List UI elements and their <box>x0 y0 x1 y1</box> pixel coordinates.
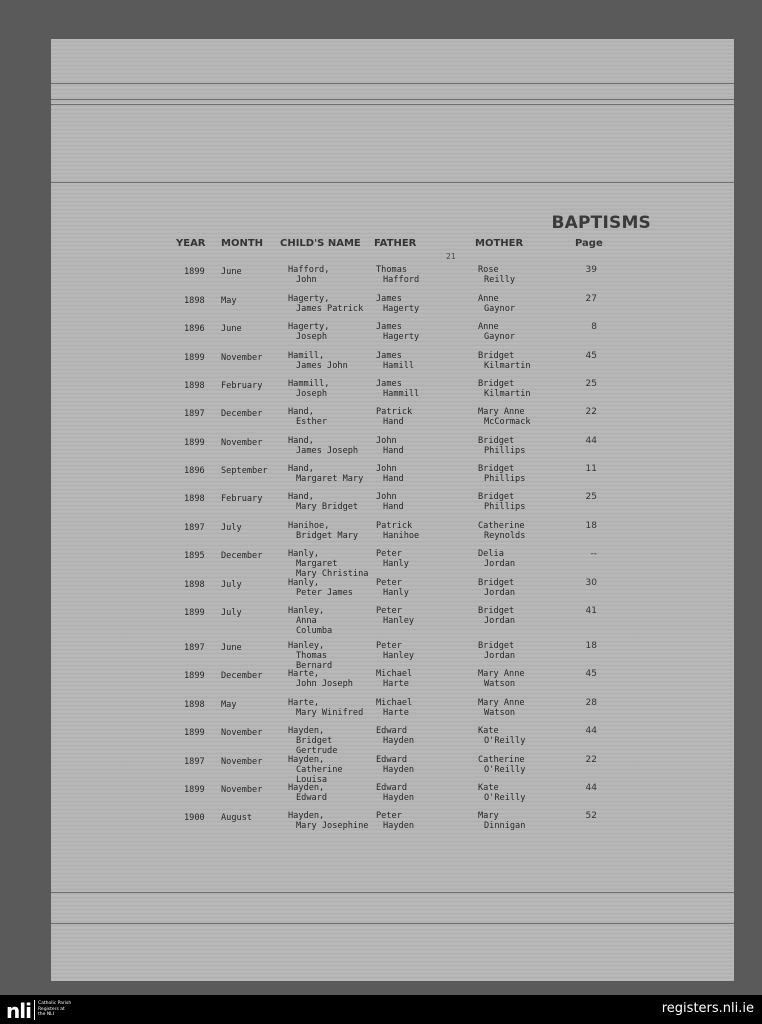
entry-year: 1896 <box>184 466 205 476</box>
baptism-entry <box>51 322 734 348</box>
entry-month: May <box>221 296 237 306</box>
entry-mother: Phillips <box>484 446 526 456</box>
entry-year: 1897 <box>184 523 205 533</box>
entry-month: June <box>221 267 242 277</box>
entry-page: 22 <box>585 407 597 417</box>
baptism-entry <box>51 783 734 809</box>
entry-father: Edward <box>376 726 408 736</box>
entry-year: 1897 <box>184 643 205 653</box>
entry-year: 1899 <box>184 353 205 363</box>
entry-mother: O'Reilly <box>484 793 526 803</box>
entry-mother: Phillips <box>484 502 526 512</box>
baptism-entry <box>51 641 734 671</box>
entry-page: 27 <box>585 294 597 304</box>
entry-father: Hanley <box>383 651 415 661</box>
entry-mother: Jordan <box>484 559 516 569</box>
entry-child-name: Thomas <box>296 651 328 661</box>
entry-mother: Anne <box>478 322 499 332</box>
column-header-year: YEAR <box>176 238 206 249</box>
baptism-entry <box>51 379 734 405</box>
nli-logo[interactable]: nli <box>6 999 31 1023</box>
entry-mother: Bridget <box>478 606 515 616</box>
page-heading: BAPTISMS <box>551 213 651 233</box>
entry-father: Hand <box>383 502 404 512</box>
entry-child-name: Hand, <box>288 407 314 417</box>
entry-child-name: Bernard <box>296 661 333 671</box>
entry-month: May <box>221 700 237 710</box>
baptism-entry <box>51 726 734 756</box>
entry-mother: Mary Anne <box>478 407 525 417</box>
entry-father: Hagerty <box>383 332 420 342</box>
entry-child-name: Hand, <box>288 492 314 502</box>
ruled-line <box>51 104 734 105</box>
baptism-entry <box>51 698 734 724</box>
entry-mother: Jordan <box>484 651 516 661</box>
ruled-line <box>51 923 734 924</box>
entry-year: 1898 <box>184 296 205 306</box>
entry-child-name: Hanihoe, <box>288 521 330 531</box>
entry-mother: Kate <box>478 726 499 736</box>
ruled-line <box>51 99 734 100</box>
entry-child-name: Esther <box>296 417 328 427</box>
entry-month: February <box>221 494 263 504</box>
entry-mother: Mary <box>478 811 499 821</box>
ruled-line <box>51 892 734 893</box>
entry-child-name: John Joseph <box>296 679 353 689</box>
entry-mother: O'Reilly <box>484 765 526 775</box>
entry-year: 1898 <box>184 700 205 710</box>
entry-father: Hafford <box>383 275 420 285</box>
entry-mother: Watson <box>484 679 516 689</box>
entry-page: 18 <box>585 521 597 531</box>
entry-page: 44 <box>585 436 597 446</box>
baptism-entry <box>51 436 734 462</box>
entry-month: December <box>221 551 263 561</box>
entry-father: Hand <box>383 474 404 484</box>
entry-father: Edward <box>376 783 408 793</box>
entry-child-name: Hayden, <box>288 755 325 765</box>
entry-page: 45 <box>585 351 597 361</box>
entry-father: Hanley <box>383 616 415 626</box>
baptism-entry <box>51 351 734 377</box>
column-header-child: CHILD'S NAME <box>280 238 361 249</box>
baptism-entry <box>51 669 734 695</box>
entry-month: July <box>221 608 242 618</box>
entry-mother: Anne <box>478 294 499 304</box>
logo-divider <box>34 1000 35 1020</box>
entry-father: Michael <box>376 669 413 679</box>
baptism-entry <box>51 265 734 291</box>
entry-father: James <box>376 379 402 389</box>
entry-mother: Catherine <box>478 521 525 531</box>
entry-father: Hanihoe <box>383 531 420 541</box>
entry-child-name: Hand, <box>288 464 314 474</box>
entry-mother: Jordan <box>484 616 516 626</box>
entry-mother: Bridget <box>478 351 515 361</box>
entry-month: June <box>221 324 242 334</box>
entry-year: 1898 <box>184 494 205 504</box>
entry-child-name: James Patrick <box>296 304 364 314</box>
entry-child-name: Hayden, <box>288 783 325 793</box>
entry-mother: Rose <box>478 265 499 275</box>
entry-year: 1895 <box>184 551 205 561</box>
entry-father: Hayden <box>383 736 415 746</box>
entry-child-name: Margaret Mary <box>296 474 364 484</box>
entry-child-name: Hammill, <box>288 379 330 389</box>
entry-mother: O'Reilly <box>484 736 526 746</box>
entry-page: 44 <box>585 783 597 793</box>
entry-father: James <box>376 351 402 361</box>
baptism-entry <box>51 521 734 547</box>
entry-year: 1897 <box>184 757 205 767</box>
entry-mother: Reilly <box>484 275 516 285</box>
column-header-month: MONTH <box>221 238 264 249</box>
entry-father: Hamill <box>383 361 415 371</box>
entry-child-name: Hayden, <box>288 811 325 821</box>
entry-child-name: Louisa <box>296 775 328 785</box>
entry-month: December <box>221 671 263 681</box>
baptism-entry <box>51 294 734 320</box>
entry-year: 1900 <box>184 813 205 823</box>
entry-page: 44 <box>585 726 597 736</box>
entry-father: Peter <box>376 549 402 559</box>
entry-year: 1899 <box>184 728 205 738</box>
entry-father: Hand <box>383 417 404 427</box>
entry-father: Peter <box>376 578 402 588</box>
entry-father: Hayden <box>383 793 415 803</box>
entry-mother: Gaynor <box>484 304 516 314</box>
entry-father: Patrick <box>376 521 413 531</box>
entry-month: December <box>221 409 263 419</box>
entry-mother: Reynolds <box>484 531 526 541</box>
entry-child-name: Hayden, <box>288 726 325 736</box>
entry-father: John <box>376 464 397 474</box>
baptism-entry <box>51 549 734 579</box>
entry-child-name: Catherine <box>296 765 343 775</box>
ruled-line <box>51 83 734 84</box>
entry-child-name: Gertrude <box>296 746 338 756</box>
baptism-entry <box>51 492 734 518</box>
entry-year: 1898 <box>184 580 205 590</box>
entry-child-name: Columba <box>296 626 333 636</box>
entry-child-name: Joseph <box>296 332 328 342</box>
entry-mother: Bridget <box>478 436 515 446</box>
entry-father: Hagerty <box>383 304 420 314</box>
entry-father: James <box>376 322 402 332</box>
site-link[interactable]: registers.nli.ie <box>661 1001 754 1016</box>
entry-mother: Gaynor <box>484 332 516 342</box>
entry-page: 39 <box>585 265 597 275</box>
entry-mother: Kilmartin <box>484 389 531 399</box>
entry-child-name: James John <box>296 361 348 371</box>
entry-mother: Mary Anne <box>478 669 525 679</box>
entry-mother: Bridget <box>478 464 515 474</box>
entry-child-name: Harte, <box>288 698 320 708</box>
entry-father: Hanly <box>383 559 409 569</box>
entry-month: November <box>221 757 263 767</box>
logo-subtitle-line: the NLI <box>38 1012 55 1017</box>
entry-page: 30 <box>585 578 597 588</box>
entry-father: John <box>376 492 397 502</box>
entry-mother: McCormack <box>484 417 531 427</box>
entry-father: Patrick <box>376 407 413 417</box>
entry-father: Harte <box>383 708 409 718</box>
logo-subtitle-line: Catholic Parish <box>38 1001 72 1006</box>
footer-bar <box>0 995 762 1024</box>
entry-year: 1899 <box>184 438 205 448</box>
entry-child-name: Hagerty, <box>288 294 330 304</box>
entry-child-name: Hafford, <box>288 265 330 275</box>
logo-subtitle-line: Registers at <box>38 1006 65 1012</box>
entry-child-name: Joseph <box>296 389 328 399</box>
entry-page: 18 <box>585 641 597 651</box>
entry-page: 8 <box>591 322 597 332</box>
entry-year: 1896 <box>184 324 205 334</box>
entry-father: Peter <box>376 811 402 821</box>
entry-child-name: John <box>296 275 317 285</box>
column-header-mother: MOTHER <box>475 238 524 249</box>
entry-child-name: Hand, <box>288 436 314 446</box>
entry-father: Thomas <box>376 265 408 275</box>
entry-month: November <box>221 438 263 448</box>
entry-year: 1898 <box>184 381 205 391</box>
entry-month: July <box>221 523 242 533</box>
entry-mother: Kate <box>478 783 499 793</box>
entry-father: Harte <box>383 679 409 689</box>
entry-child-name: Hanly, <box>288 549 320 559</box>
entry-year: 1897 <box>184 409 205 419</box>
entry-father: Edward <box>376 755 408 765</box>
entry-month: November <box>221 353 263 363</box>
register-page <box>51 39 734 981</box>
entry-child-name: Mary Josephine <box>296 821 369 831</box>
entry-month: November <box>221 785 263 795</box>
entry-father: Michael <box>376 698 413 708</box>
entry-mother: Kilmartin <box>484 361 531 371</box>
entry-mother: Watson <box>484 708 516 718</box>
entry-mother: Bridget <box>478 379 515 389</box>
entry-mother: Bridget <box>478 641 515 651</box>
entry-mother: Catherine <box>478 755 525 765</box>
entry-year: 1899 <box>184 671 205 681</box>
entry-father: Hand <box>383 446 404 456</box>
entry-child-name: Hamill, <box>288 351 325 361</box>
baptism-entry <box>51 407 734 433</box>
entry-father: Hayden <box>383 821 415 831</box>
entry-child-name: Mary Christina <box>296 569 369 579</box>
entry-mother: Bridget <box>478 492 515 502</box>
entry-page: 41 <box>585 606 597 616</box>
entry-child-name: Harte, <box>288 669 320 679</box>
entry-page: 45 <box>585 669 597 679</box>
entry-father: Hammill <box>383 389 420 399</box>
entry-father: Hanly <box>383 588 409 598</box>
entry-father: Hayden <box>383 765 415 775</box>
ruled-line <box>51 182 734 183</box>
entry-child-name: James Joseph <box>296 446 359 456</box>
entry-child-name: Mary Bridget <box>296 502 359 512</box>
entry-child-name: Bridget <box>296 736 333 746</box>
entry-month: August <box>221 813 253 823</box>
entry-child-name: Peter James <box>296 588 353 598</box>
entry-child-name: Bridget Mary <box>296 531 359 541</box>
entry-child-name: Anna <box>296 616 317 626</box>
entry-mother: Delia <box>478 549 504 559</box>
entry-child-name: Hagerty, <box>288 322 330 332</box>
entry-father: Peter <box>376 641 402 651</box>
entry-father: Peter <box>376 606 402 616</box>
entry-mother: Mary Anne <box>478 698 525 708</box>
baptism-entry <box>51 606 734 636</box>
baptism-entry <box>51 578 734 604</box>
entry-father: James <box>376 294 402 304</box>
entry-year: 1899 <box>184 267 205 277</box>
column-header-page: Page <box>575 238 603 249</box>
entry-child-name: Margaret <box>296 559 338 569</box>
entry-mother: Jordan <box>484 588 516 598</box>
entry-page: 28 <box>585 698 597 708</box>
entry-page: 52 <box>585 811 597 821</box>
baptism-entry <box>51 464 734 490</box>
entry-year: 1899 <box>184 608 205 618</box>
entry-year: 1899 <box>184 785 205 795</box>
entry-page: 11 <box>585 464 597 474</box>
entry-month: September <box>221 466 268 476</box>
baptism-entry <box>51 755 734 785</box>
entry-child-name: Mary Winifred <box>296 708 364 718</box>
entry-month: June <box>221 643 242 653</box>
column-header-father: FATHER <box>374 238 417 249</box>
entry-page: 25 <box>585 492 597 502</box>
entry-page: -- <box>590 549 597 559</box>
entry-child-name: Edward <box>296 793 328 803</box>
entry-month: November <box>221 728 263 738</box>
logo-subtitle <box>38 1001 98 1018</box>
entry-mother: Bridget <box>478 578 515 588</box>
entry-father: John <box>376 436 397 446</box>
entry-child-name: Hanley, <box>288 641 325 651</box>
entry-mother: Dinnigan <box>484 821 526 831</box>
entry-mother: Phillips <box>484 474 526 484</box>
entry-month: February <box>221 381 263 391</box>
entry-page: 22 <box>585 755 597 765</box>
baptism-entry <box>51 811 734 837</box>
folio-mark: 21 <box>446 252 456 261</box>
entry-page: 25 <box>585 379 597 389</box>
entry-child-name: Hanley, <box>288 606 325 616</box>
entry-month: July <box>221 580 242 590</box>
entry-child-name: Hanly, <box>288 578 320 588</box>
